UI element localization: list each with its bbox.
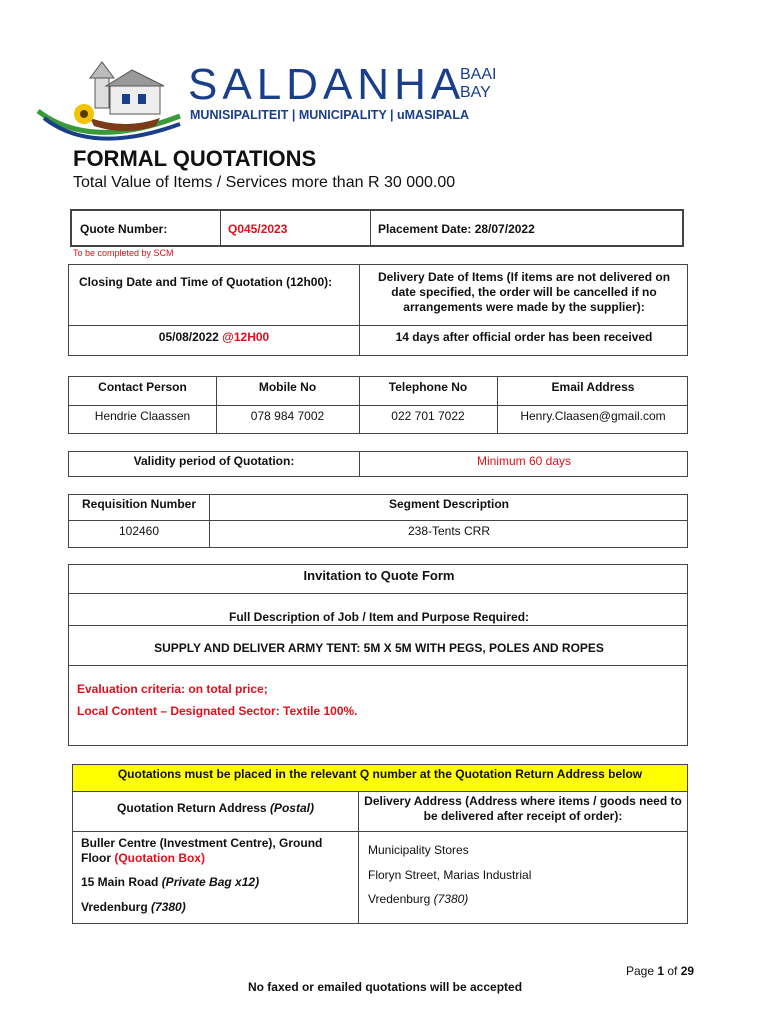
page-current: 1 [657,964,665,978]
segment-value: 238-Tents CRR [407,524,491,538]
validity-value: Minimum 60 days [476,454,572,468]
return-address-line2 [81,875,259,889]
page-subtitle: Total Value of Items / Services more than R 30 000.00 [73,174,456,191]
return-address-line3 [81,900,186,914]
closing-table [68,264,688,356]
contact-person-header: Contact Person [98,380,187,394]
mobile-header: Mobile No [258,380,317,394]
closing-time: @12H00 [222,330,270,344]
evaluation-criteria: Evaluation criteria: on total price; [77,682,268,696]
description-value: SUPPLY AND DELIVER ARMY TENT: 5M X 5M WITH PEGS, POLES AND ROPES [154,641,604,655]
page-of: of [664,964,681,978]
delivery-date-label: Delivery Date of Items (If items are not delivered on date specified, the order will be cancelled if no arrangements were made by the supplier): [377,270,671,314]
local-content: Local Content – Designated Sector: Textile 100%. [77,704,358,718]
closing-date: 05/08/2022 [158,330,223,344]
email-header: Email Address [551,380,635,394]
mobile-value: 078 984 7002 [250,409,325,423]
page-title: FORMAL QUOTATIONS [73,146,317,171]
page-number [626,964,694,978]
requisition-table [68,494,688,548]
logo-tagline: MUNISIPALITEIT | MUNICIPALITY | uMASIPALA [190,108,469,122]
return-address-building: Buller Centre (Investment Centre), Ground Floor [81,836,323,865]
return-address-line1 [81,836,353,866]
invitation-table [68,564,688,746]
telephone-header: Telephone No [388,380,468,394]
address-banner-text: Quotations must be placed in the relevant Q number at the Quotation Return Address below [117,767,643,781]
logo-name-small-1: BAAI [460,66,497,83]
delivery-address-label: Delivery Address (Address where items / goods need to be delivered after receipt of order): [364,794,682,823]
logo [30,56,510,146]
return-address-town: Vredenburg [81,900,152,914]
quote-number-table [70,209,684,247]
telephone-value: 022 701 7022 [391,409,465,423]
return-address-street: 15 Main Road [81,875,162,889]
quote-number-value: Q045/2023 [228,222,288,236]
description-label: Full Description of Job / Item and Purpose Required: [228,610,530,624]
return-address-label-text: Quotation Return Address [117,801,270,815]
requisition-header: Requisition Number [81,497,196,511]
return-address-box: (Quotation Box) [114,851,205,865]
return-address-label-postal: (Postal) [269,801,314,815]
validity-table [68,451,688,477]
segment-header: Segment Description [388,497,510,511]
scm-note: To be completed by SCM [73,248,174,258]
invitation-title: Invitation to Quote Form [303,568,455,583]
contact-table [68,376,688,434]
delivery-address-line2: Floryn Street, Marias Industrial [368,868,532,882]
logo-name-small-2: BAY [460,84,491,101]
requisition-value: 102460 [118,524,160,538]
page-prefix: Page [626,964,658,978]
delivery-address-town: Vredenburg [368,892,434,906]
logo-name: SALDANHA [188,60,466,109]
closing-date-value [69,330,359,344]
email-value[interactable]: Henry.Claasen@gmail.com [520,409,666,423]
return-address-bag: (Private Bag x12) [161,875,260,889]
address-table [72,764,688,924]
delivery-date-value: 14 days after official order has been received [395,330,653,344]
delivery-address-code: (7380) [433,892,469,906]
footer-notice: No faxed or emailed quotations will be accepted [247,980,523,994]
placement-date: Placement Date: 28/07/2022 [378,222,535,236]
delivery-address-line3 [368,892,468,906]
return-address-label [73,801,358,815]
validity-label: Validity period of Quotation: [133,454,295,468]
contact-person-value: Hendrie Claassen [94,409,191,423]
return-address-code: (7380) [151,900,186,914]
page-total: 29 [680,964,695,978]
delivery-address-line1: Municipality Stores [368,843,469,857]
quote-number-label: Quote Number: [80,222,168,236]
logo-emblem-icon [30,56,190,146]
closing-label: Closing Date and Time of Quotation (12h00): [79,275,333,289]
